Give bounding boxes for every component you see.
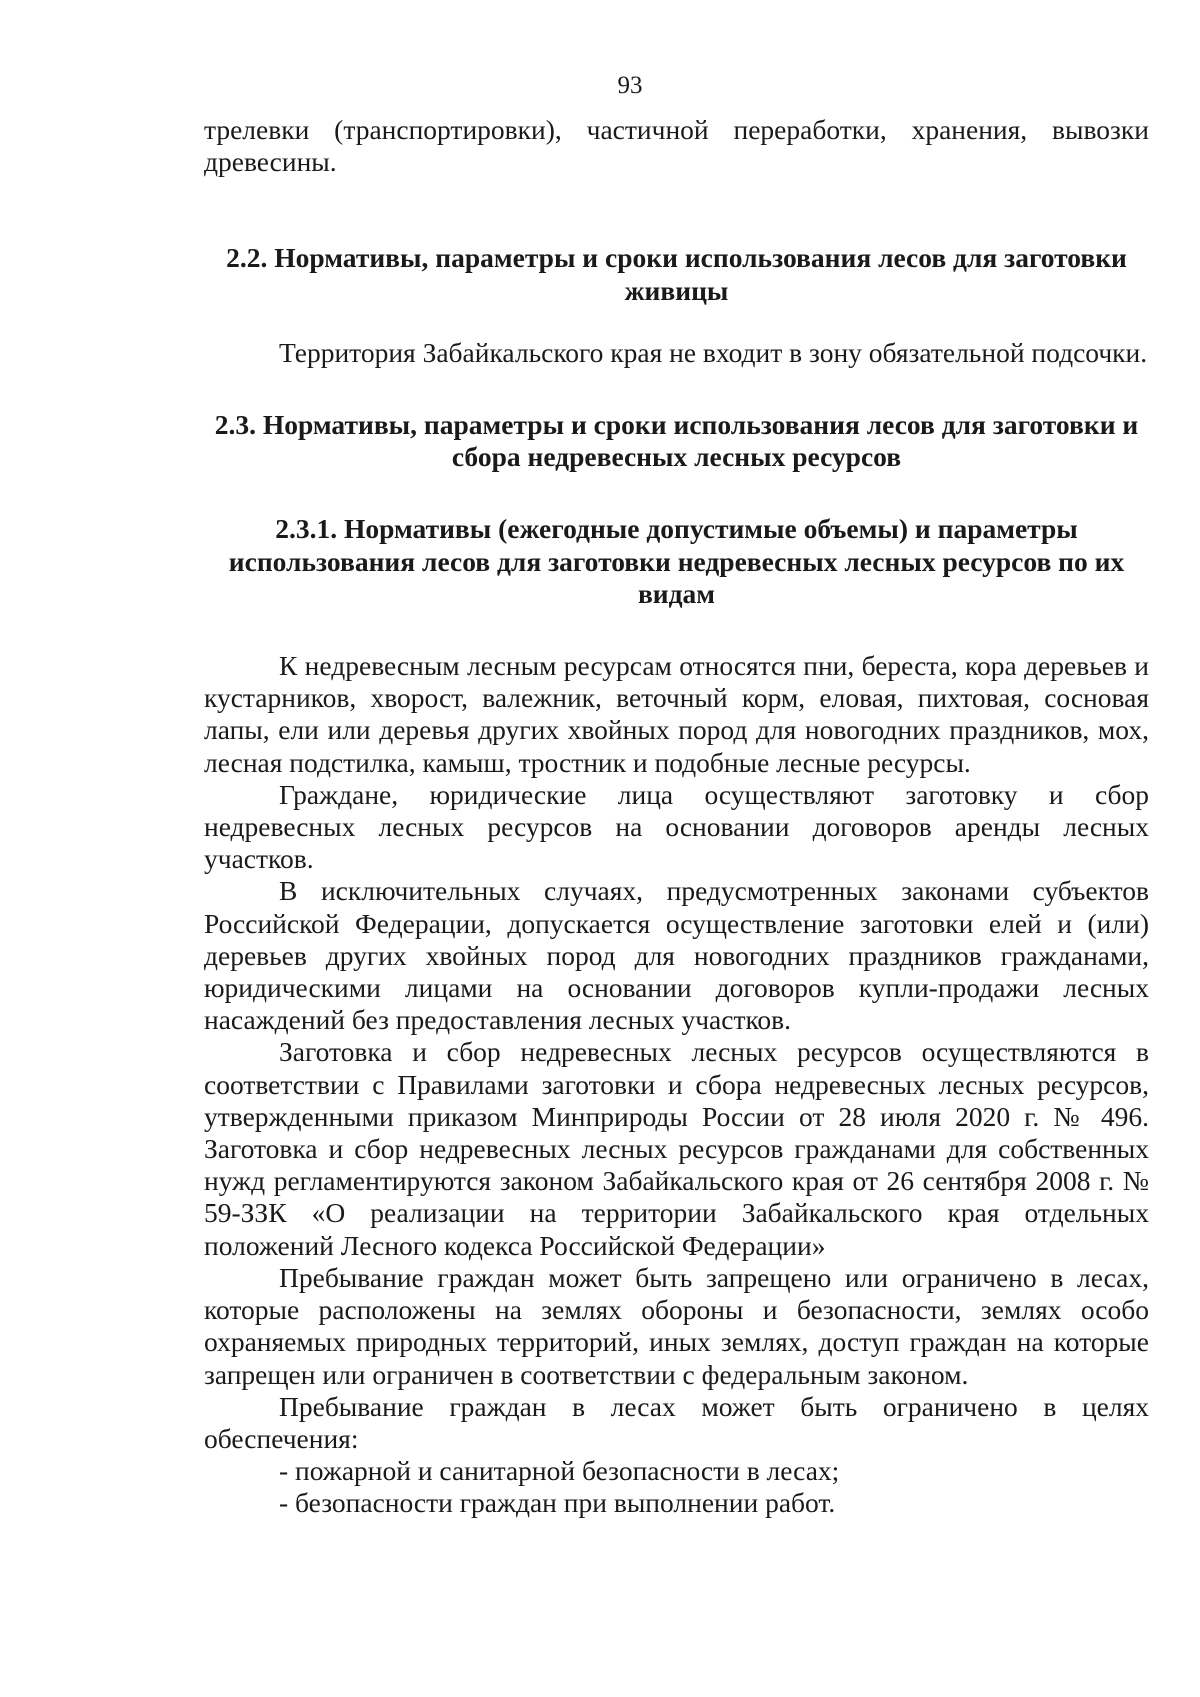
paragraph-nwfr-definition: К недревесным лесным ресурсам относятся пни, береста, кора деревьев и кустарников, хворост, валежник, веточный корм, еловая, пихтовая, сосновая лапы, ели или деревья других хвойных пород для новогодних праздников, мох, лесная подстилка, камыш, тростник и подобные лесные ресурсы.	[204, 650, 1149, 778]
paragraph-access-prohibition: Пребывание граждан может быть запрещено или ограничено в лесах, которые расположены на землях обороны и безопасности, землях особо охраняемых природных территорий, иных землях, доступ граждан на которые запрещен или ограничен в соответствии с федеральным законом.	[204, 1261, 1149, 1390]
list-item-work-safety: - безопасности граждан при выполнении работ.	[279, 1487, 836, 1519]
page-number: 93	[617, 72, 643, 99]
paragraph-exceptional-cases: В исключительных случаях, предусмотренных законами субъектов Российской Федерации, допускается осуществление заготовки елей и (или) деревьев других хвойных пород для новогодних праздников гражданами, юридическими лицами на основании договоров купли-продажи лесных насаждений без предоставления лесных участков.	[204, 875, 1149, 1036]
paragraph-harvesting-rules: Заготовка и сбор недревесных лесных ресурсов осуществляются в соответствии с Правилами заготовки и сбора недревесных лесных ресурсов, утвержденными приказом Минприроды России от 28 июля 2020 г. № 496. Заготовка и сбор недревесных лесных ресурсов гражданами для собственных нужд регламентируются законом Забайкальского края от 26 сентября 2008 г. № 59-ЗЗК «О реализации на территории Забайкальского края отдельных положений Лесного кодекса Российской Федерации»	[204, 1036, 1149, 1261]
document-body	[204, 114, 1149, 1520]
paragraph-access-restriction: Пребывание граждан в лесах может быть ограничено в целях обеспечения:	[204, 1390, 1149, 1454]
paragraph-lease-basis: Граждане, юридические лица осуществляют заготовку и сбор недревесных лесных ресурсов на основании договоров аренды лесных участков.	[204, 778, 1149, 875]
heading-2-2: 2.2. Нормативы, параметры и сроки использования лесов для заготовки живицы	[226, 242, 1127, 306]
paragraph-2-2: Территория Забайкальского края не входит в зону обязательной подсочки.	[279, 336, 1148, 368]
intro-paragraph: трелевки (транспортировки), частичной переработки, хранения, вывозки древесины.	[204, 114, 1149, 178]
heading-2-3: 2.3. Нормативы, параметры и сроки использования лесов для заготовки и сбора недревесных лесных ресурсов	[214, 409, 1139, 473]
heading-2-3-1: 2.3.1. Нормативы (ежегодные допустимые объемы) и параметры использования лесов для заготовки недревесных лесных ресурсов по их видам	[228, 513, 1125, 609]
list-item-fire-safety: - пожарной и санитарной безопасности в лесах;	[279, 1455, 840, 1487]
